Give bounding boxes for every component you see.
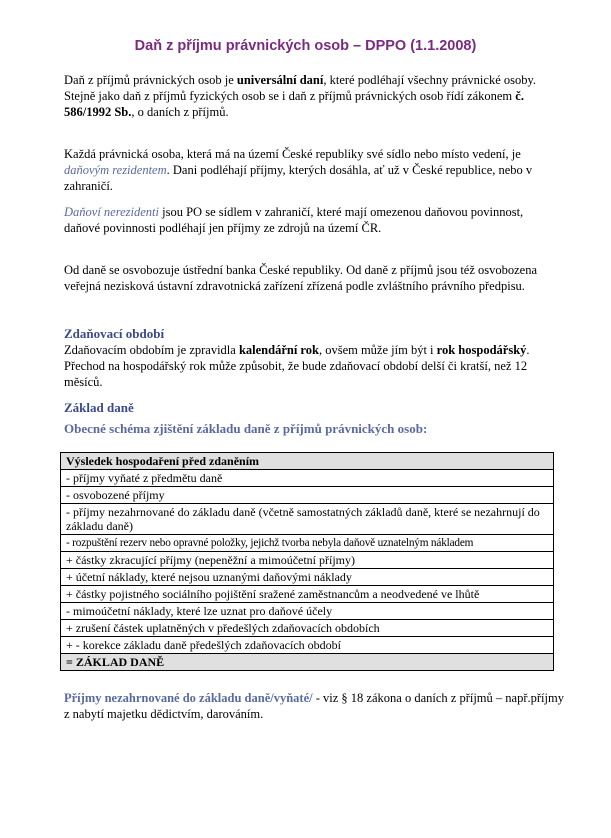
- document-title: Daň z příjmu právnických osob – DPPO (1.1.2008): [134, 38, 477, 54]
- law-reference: č. 586/1992 Sb.: [64, 89, 524, 119]
- text: Zdaňovacím obdobím je zpravidla: [64, 343, 239, 357]
- paragraph-tax-period: [64, 342, 554, 390]
- table-row: [61, 603, 554, 620]
- table-cell: - příjmy nezahrnované do základu daně (včetně samostatných základů daně, které se nezahrnují do základu daně): [61, 504, 554, 535]
- text: , o daních z příjmů.: [131, 105, 229, 119]
- bold-text: universální daní: [236, 73, 324, 87]
- table-footer-row: [61, 654, 554, 671]
- bold-text: rok hospodářský: [436, 343, 527, 357]
- table-row: [61, 569, 554, 586]
- table-header-row: [61, 453, 554, 470]
- table-cell: - mimoúčetní náklady, které lze uznat pro daňové účely: [61, 603, 554, 620]
- text: Každá právnická osoba, která má na území České republiky své sídlo nebo místo vedení, je: [64, 147, 521, 161]
- table-row: [61, 552, 554, 569]
- table-cell: + částky pojistného sociálního pojištění sražené zaměstnancům a neodvedené ve lhůtě: [61, 586, 554, 603]
- paragraph-resident: [64, 146, 554, 194]
- table-row: [61, 504, 554, 535]
- table-row: [61, 586, 554, 603]
- heading-tax-period: Zdaňovací období: [64, 326, 165, 341]
- tax-base-table: [60, 452, 554, 671]
- text: . Dani podléhají příjmy, kterých dosáhla, ať už v České republice, nebo v zahraničí.: [64, 163, 533, 193]
- table-cell: = ZÁKLAD DANĚ: [61, 654, 554, 671]
- paragraph-excluded-income: [64, 690, 564, 722]
- table-cell: + zrušení částek uplatněných v předešlých zdaňovacích obdobích: [61, 620, 554, 637]
- table-cell: + částky zkracující příjmy (nepeněžní a mimoúčetní příjmy): [61, 552, 554, 569]
- text: - viz § 18 zákona o daních z příjmů – např.příjmy z nabytí majetku dědictvím, darováním.: [64, 691, 564, 721]
- term-resident: daňovým rezidentem: [64, 163, 167, 177]
- paragraph-exemption: Od daně se osvobozuje ústřední banka České republiky. Od daně z příjmů jsou též osvobozena veřejná nezisková ústavní zdravotnická zařízení zřízená podle zvláštního právního předpisu.: [64, 263, 538, 293]
- heading-tax-base: Základ daně: [64, 400, 134, 415]
- table-cell: + účetní náklady, které nejsou uznanými daňovými náklady: [61, 569, 554, 586]
- heading-scheme: Obecné schéma zjištění základu daně z příjmů právnických osob:: [64, 421, 428, 436]
- table-cell: - osvobozené příjmy: [61, 487, 554, 504]
- text: , ovšem může jím být i: [318, 343, 437, 357]
- text: . Přechod na hospodářský rok může způsobit, že bude zdaňovací období delší či kratší, než 12 měsíců.: [64, 343, 530, 389]
- table-row: [61, 487, 554, 504]
- table-row: [61, 535, 554, 552]
- paragraph-nonresident: [64, 204, 554, 236]
- paragraph-universal-tax: [64, 72, 554, 120]
- text: , které podléhají všechny právnické osoby. Stejně jako daň z příjmů fyzických osob se i daň z příjmů právnických osob řídí zákonem: [64, 73, 537, 103]
- table-cell: - rozpuštění rezerv nebo opravné položky, jejichž tvorba nebyla daňově uznatelným nákladem: [61, 535, 554, 552]
- text: jsou PO se sídlem v zahraničí, které mají omezenou daňovou povinnost, daňové povinnosti podléhají jen příjmy ze zdrojů na území ČR.: [64, 205, 524, 235]
- table-cell: - příjmy vyňaté z předmětu daně: [61, 470, 554, 487]
- table-row: [61, 470, 554, 487]
- table-cell: + - korekce základu daně předešlých zdaňovacích období: [61, 637, 554, 654]
- text: Daň z příjmů právnických osob je: [64, 73, 237, 87]
- term-nonresident: Daňoví nerezidenti: [64, 205, 160, 219]
- table-cell: Výsledek hospodaření před zdaněním: [61, 453, 554, 470]
- bold-text: kalendářní rok: [238, 343, 319, 357]
- table-row: [61, 637, 554, 654]
- term-excluded-income: Příjmy nezahrnované do základu daně/vyňaté/: [64, 691, 313, 705]
- table-row: [61, 620, 554, 637]
